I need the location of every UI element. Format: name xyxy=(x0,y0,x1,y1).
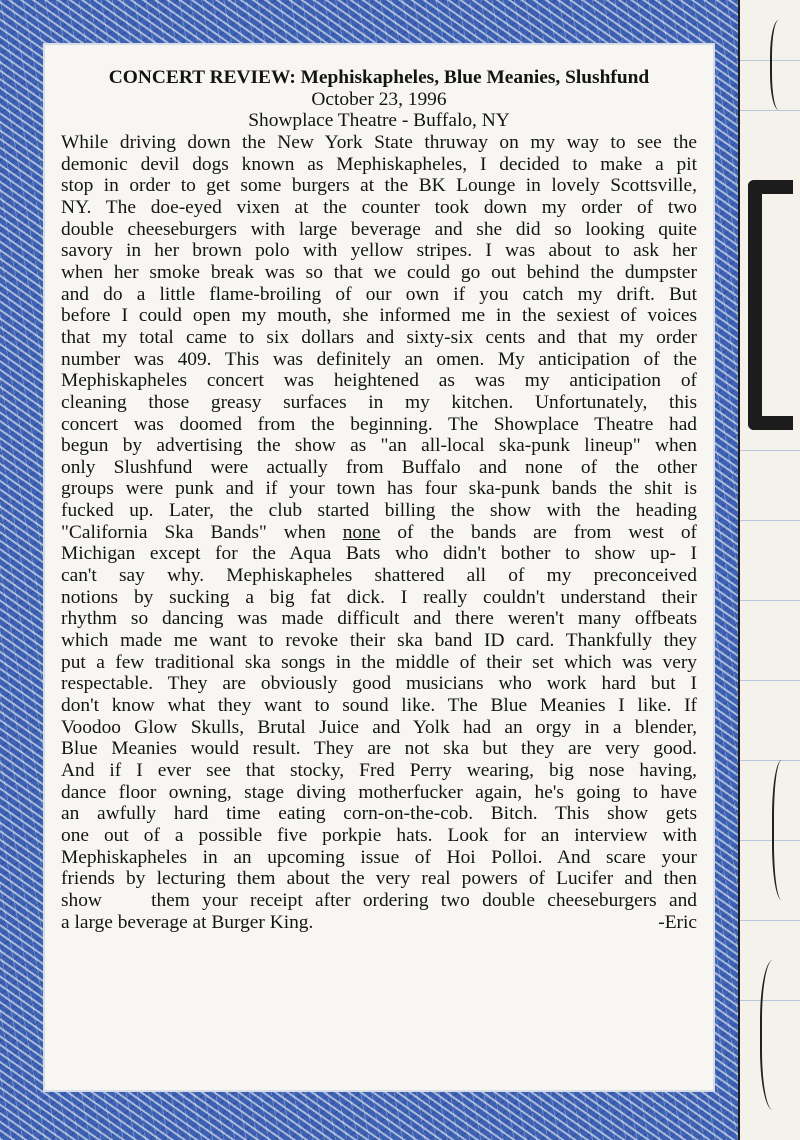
body-text-fragment: "California Ska Bands" when xyxy=(61,521,343,543)
body-line: And if I ever see that stocky, Fred Perry wearing, big nose having, xyxy=(61,760,697,781)
review-body xyxy=(61,132,697,933)
ink-doodle xyxy=(772,760,796,900)
body-line: friends by lecturing them about the very real powers of Lucifer and then xyxy=(61,868,697,890)
body-line: Mephiskapheles concert was heightened as was my anticipation of xyxy=(61,370,697,392)
ruled-line xyxy=(740,110,800,111)
body-line: stop in order to get some burgers at the BK Lounge in lovely Scottsville, xyxy=(61,175,697,197)
ruled-line xyxy=(740,600,800,601)
body-line: before I could open my mouth, she informed me in the sexiest of voices xyxy=(61,305,697,327)
body-line: only Slushfund were actually from Buffalo and none of the other xyxy=(61,456,697,478)
body-line: savory in her brown polo with yellow stripes. I was about to ask her xyxy=(61,240,697,262)
body-line: Mephiskapheles in an upcoming issue of Hoi Polloi. And scare your xyxy=(61,846,697,868)
body-line: one out of a possible five porkpie hats. Look for an interview with xyxy=(61,824,697,846)
body-line: rhythm so dancing was made difficult and there weren't many offbeats xyxy=(61,608,697,630)
ruled-line xyxy=(740,920,800,921)
body-line: concert was doomed from the beginning. The Showplace Theatre had xyxy=(61,413,697,435)
ink-doodle xyxy=(760,960,792,1110)
body-line: don't know what they want to sound like. The Blue Meanies I like. If xyxy=(61,695,697,717)
final-line xyxy=(61,912,697,934)
body-line: fucked up. Later, the club started billing the show with the heading xyxy=(61,500,697,522)
body-line: begun by advertising the show as "an all-local ska-punk lineup" when xyxy=(61,435,697,457)
body-line: which made me want to revoke their ska band ID card. Thankfully they xyxy=(61,630,697,652)
ruled-line xyxy=(740,760,800,761)
underlined-word: none xyxy=(342,521,381,543)
ruled-line xyxy=(740,450,800,451)
review-venue: Showplace Theatre - Buffalo, NY xyxy=(248,110,510,132)
body-line: Blue Meanies would result. They are not ska but they are very good. xyxy=(61,738,697,760)
body-text-fragment: of the bands are from west of xyxy=(380,521,697,543)
body-line-with-underline xyxy=(61,522,697,544)
body-line: NY. The doe-eyed vixen at the counter took down my order of two xyxy=(61,196,697,218)
body-line: put a few traditional ska songs in the middle of their set which was very xyxy=(61,651,697,673)
body-line: double cheeseburgers with large beverage and she did so looking quite xyxy=(61,218,697,240)
body-line: show them your receipt after ordering two double cheeseburgers and xyxy=(61,889,697,911)
body-line: that my total came to six dollars and sixty-six cents and that my order xyxy=(61,326,697,348)
body-line: groups were punk and if your town has four ska-punk bands the shit is xyxy=(61,478,697,500)
body-line: cleaning those greasy surfaces in my kitchen. Unfortunately, this xyxy=(61,391,697,413)
review-title: CONCERT REVIEW: Mephiskapheles, Blue Meanies, Slushfund xyxy=(108,67,650,88)
body-line: can't say why. Mephiskapheles shattered all of my preconceived xyxy=(61,565,697,587)
body-line: respectable. They are obviously good musicians who work hard but I xyxy=(61,673,697,695)
ruled-line xyxy=(740,680,800,681)
ink-doodle xyxy=(748,180,793,430)
author-signature: -Eric xyxy=(658,911,697,933)
body-line: and do a little flame-broiling of our own if you catch my drift. But xyxy=(61,283,697,305)
body-line: Michigan except for the Aqua Bats who didn't bother to show up- I xyxy=(61,543,697,565)
body-line: number was 409. This was definitely an omen. My anticipation of the xyxy=(61,348,697,370)
ruled-line xyxy=(740,520,800,521)
body-line: Voodoo Glow Skulls, Brutal Juice and Yolk had an orgy in a blender, xyxy=(61,716,697,738)
ink-doodle xyxy=(770,20,792,110)
body-line: demonic devil dogs known as Mephiskapheles, I decided to make a pit xyxy=(61,153,697,175)
review-text-block xyxy=(61,67,697,933)
review-panel xyxy=(45,45,713,1090)
body-line: While driving down the New York State thruway on my way to see the xyxy=(61,131,697,153)
body-text-fragment: a large beverage at Burger King. xyxy=(61,911,314,933)
review-date: October 23, 1996 xyxy=(311,88,447,110)
body-line: when her smoke break was so that we could go out behind the dumpster xyxy=(61,261,697,283)
body-line: dance floor owning, stage diving motherfucker again, he's going to have xyxy=(61,781,697,803)
body-line: notions by sucking a big fat dick. I really couldn't understand their xyxy=(61,586,697,608)
body-line: an awfully hard time eating corn-on-the-cob. Bitch. This show gets xyxy=(61,803,697,825)
